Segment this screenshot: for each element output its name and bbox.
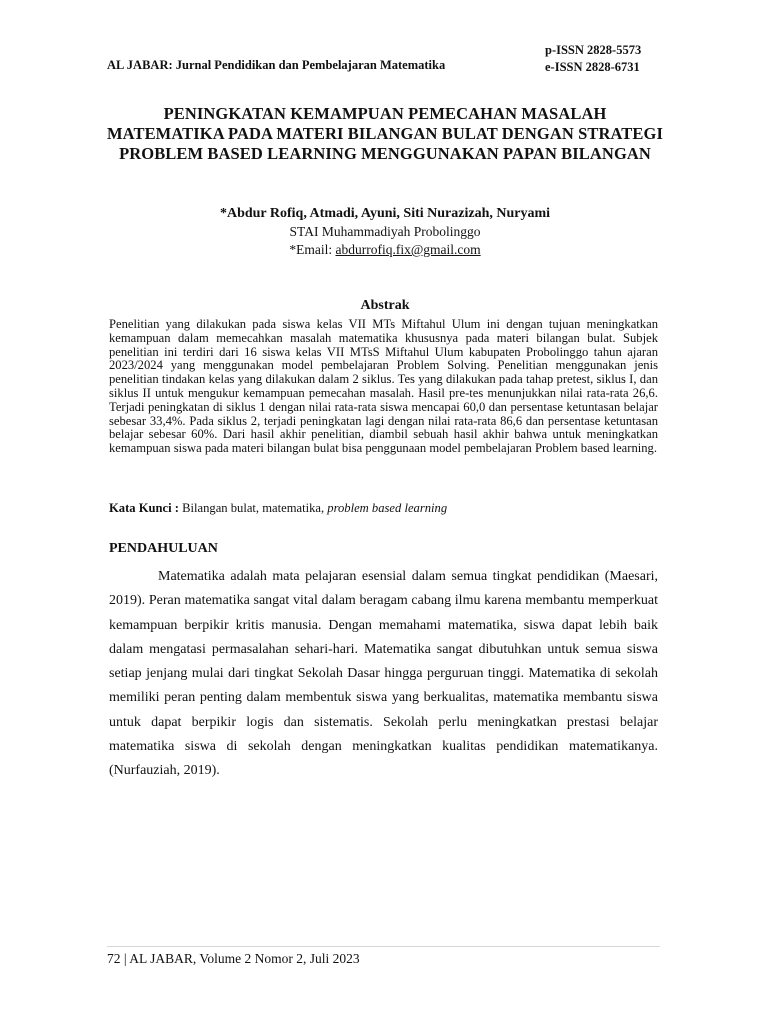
introduction-paragraph: Matematika adalah mata pelajaran esensial dalam semua tingkat pendidikan (Maesari, 2019). Peran matematika sangat vital dalam beragam cabang ilmu karena membantu memperkuat kemampuan berpikir kritis manusia. Dengan memahami matematika, siswa dapat lebih baik dalam mengatasi permasalahan sehari-hari. Matematika sangat dibutuhkan untuk semua siswa setiap jenjang mulai dari tingkat Sekolah Dasar hingga perguruan tinggi. Matematika di sekolah memiliki peran penting dalam membentuk siswa yang berkualitas, matematika membantu siswa untuk dapat berpikir logis dan sistematis. Sekolah perlu meningkatkan prestasi belajar matematika siswa di sekolah dengan meningkatkan kualitas pendidikan matematikanya. (Nurfauziah, 2019).	[109, 569, 658, 779]
section-heading-introduction: PENDAHULUAN	[109, 541, 218, 556]
authors: *Abdur Rofiq, Atmadi, Ayuni, Siti Nurazizah, Nuryami	[219, 206, 551, 221]
keywords-italic: problem based learning	[327, 501, 448, 515]
e-issn: e-ISSN 2828-6731	[545, 60, 640, 74]
issn-block	[545, 42, 641, 76]
email-link[interactable]: abdurrofiq.fix@gmail.com	[335, 242, 481, 257]
introduction-body	[109, 565, 658, 784]
keywords	[109, 501, 658, 516]
article-title: PENINGKATAN KEMAMPUAN PEMECAHAN MASALAH MATEMATIKA PADA MATERI BILANGAN BULAT DENGAN STRATEGI PROBLEM BASED LEARNING MENGGUNAKAN PAPAN BILANGAN	[107, 104, 663, 163]
journal-name: AL JABAR: Jurnal Pendidikan dan Pembelajaran Matematika	[107, 58, 446, 72]
keywords-text: Bilangan bulat, matematika,	[182, 501, 328, 515]
abstract-heading: Abstrak	[360, 298, 410, 313]
email-line	[107, 242, 663, 258]
abstract-body: Penelitian yang dilakukan pada siswa kelas VII MTs Miftahul Ulum ini dengan tujuan meningkatkan kemampuan dalam memecahkan masalah matematika khususnya pada materi bilangan bulat. Subjek penelitian ini terdiri dari 16 siswa kelas VII MTsS Miftahul Ulum kabupaten Probolinggo tahun ajaran 2023/2024 yang menggunakan model pembelajaran Problem Solving. Penelitian menggunakan jenis penelitian tindakan kelas yang dilakukan dalam 2 siklus. Tes yang dilakukan pada tahap pretest, siklus I, dan siklus II untuk mengukur kemampuan pemecahan masalah. Hasil pre-tes menunjukkan nilai rata-rata 26,6. Terjadi peningkatan di siklus 1 dengan nilai rata-rata siswa mencapai 60,0 dan persentase ketuntasan belajar sebesar 33,4%. Pada siklus 2, terjadi peningkatan lagi dengan nilai rata-rata 86,6 dan persentase ketuntasan belajar sebesar 60%. Dari hasil akhir penelitian, diambil sebuah hasil akhir bahwa untuk meningkatkan kemampuan siswa pada materi bilangan bulat bisa penggunaan model pembelajaran Problem based learning.	[109, 317, 658, 456]
email-label: *Email:	[289, 242, 336, 257]
page-footer: 72 | AL JABAR, Volume 2 Nomor 2, Juli 2023	[107, 951, 360, 966]
footer-divider	[107, 946, 660, 947]
keywords-label: Kata Kunci :	[109, 501, 183, 515]
p-issn: p-ISSN 2828-5573	[545, 43, 642, 57]
affiliation: STAI Muhammadiyah Probolinggo	[289, 224, 481, 239]
